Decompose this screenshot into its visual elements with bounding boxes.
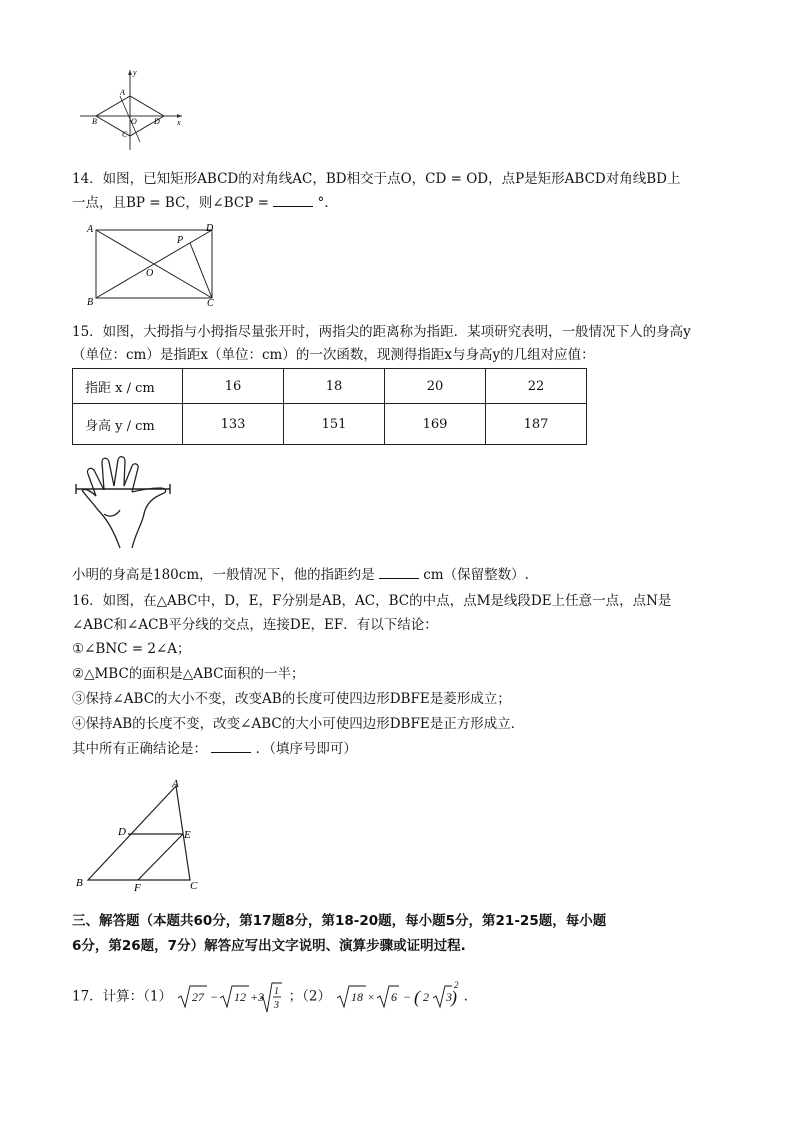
label-C: C [207, 298, 214, 306]
q14-line2-end: °. [317, 195, 329, 211]
label-O: O [146, 268, 154, 279]
q17-part2: ；（2） [288, 988, 331, 1005]
table-row [73, 369, 587, 404]
q17-prefix: 17．计算：（1） [72, 988, 173, 1005]
q15-line2: （单位：cm）是指距x（单位：cm）的一次函数，现测得指距x与身高y的几组对应值： [72, 347, 595, 363]
rectangle-figure [82, 220, 222, 306]
hand-span-figure [74, 452, 174, 550]
svg-text:6: 6 [391, 990, 398, 1004]
rhombus-axes-figure [76, 66, 188, 152]
label-F: F [134, 882, 141, 892]
svg-text:+3: +3 [250, 990, 265, 1004]
label-y: y [133, 68, 137, 77]
q16-conclusion-4: ④保持AB的长度不变，改变∠ABC的大小可使四边形DBFE是正方形成立． [72, 716, 525, 732]
q16-answer-blank[interactable] [211, 740, 251, 753]
table-cell: 169 [385, 404, 486, 445]
q14-answer-blank[interactable] [273, 194, 313, 207]
label-x: x [177, 118, 181, 127]
table-header-cell: 身高 y / cm [73, 404, 183, 445]
label-P: P [177, 235, 184, 246]
q15-line3-end: cm（保留整数）. [423, 567, 529, 583]
svg-text:×: × [367, 990, 376, 1004]
svg-text:−: − [403, 990, 412, 1004]
label-D: D [118, 826, 126, 838]
label-B: B [92, 117, 97, 126]
q15-line3-text: 小明的身高是180cm，一般情况下，他的指距约是 [72, 567, 375, 583]
label-E: E [184, 829, 191, 841]
svg-text:18: 18 [351, 990, 364, 1004]
q16-conclusion-2: ②△MBC的面积是△ABC面积的一半； [72, 666, 305, 682]
q16-line2: ∠ABC和∠ACB平分线的交点，连接DE，EF．有以下结论： [72, 617, 438, 633]
table-cell: 16 [183, 369, 284, 404]
label-B: B [76, 877, 83, 889]
table-cell: 20 [385, 369, 486, 404]
svg-text:2: 2 [454, 980, 459, 990]
svg-text:27: 27 [192, 990, 205, 1004]
svg-text:(: ( [414, 987, 421, 1007]
q15-line3 [72, 566, 529, 584]
q16-line1: 16．如图，在△ABC中，D，E，F分别是AB，AC，BC的中点，点M是线段DE上任意一点，点N是 [72, 593, 672, 609]
label-A: A [120, 88, 125, 97]
q16-answer-text: 其中所有正确结论是： [72, 741, 207, 757]
label-A: A [87, 224, 94, 235]
q17-expression-1 [176, 980, 284, 1014]
label-B: B [87, 297, 94, 306]
label-D: D [154, 117, 160, 126]
table-cell: 151 [284, 404, 385, 445]
q16-conclusion-1: ①∠BNC = 2∠A； [72, 641, 191, 657]
table-cell: 187 [486, 404, 587, 445]
q17-expression-2 [335, 980, 459, 1014]
q16-answer-end: ．（填序号即可） [255, 741, 357, 757]
table-header-cell: 指距 x / cm [73, 369, 183, 404]
q16-answer-line [72, 740, 357, 758]
svg-text:3: 3 [274, 1000, 280, 1011]
q15-line1: 15．如图，大拇指与小拇指尽量张开时，两指尖的距离称为指距．某项研究表明，一般情况下人的身高y [72, 324, 691, 340]
label-A: A [172, 778, 179, 790]
table-cell: 18 [284, 369, 385, 404]
section3-line2: 6分，第26题，7分）解答应写出文字说明、演算步骤或证明过程. [72, 938, 466, 954]
table-cell: 22 [486, 369, 587, 404]
triangle-figure [72, 776, 206, 892]
label-C: C [190, 880, 198, 892]
finger-span-table [72, 368, 587, 445]
label-C: C [122, 130, 128, 139]
svg-text:12: 12 [234, 990, 247, 1004]
q14-line2 [72, 194, 329, 212]
q17-end: . [463, 988, 468, 1005]
svg-text:): ) [451, 987, 458, 1007]
q17-line [72, 980, 468, 1012]
table-cell: 133 [183, 404, 284, 445]
q14-line1: 14．如图，已知矩形ABCD的对角线AC，BD相交于点O，CD = OD，点P是矩形ABCD对角线BD上 [72, 171, 681, 187]
section3-line1: 三、解答题（本题共60分，第17题8分，第18-20题，每小题5分，第21-25题，每小题 [72, 913, 607, 929]
svg-text:−: − [210, 990, 219, 1004]
q14-line2-text: 一点，且BP = BC，则∠BCP = [72, 195, 269, 211]
q15-answer-blank[interactable] [379, 566, 419, 579]
svg-text:1: 1 [274, 986, 280, 997]
q16-conclusion-3: ③保持∠ABC的大小不变，改变AB的长度可使四边形DBFE是菱形成立； [72, 691, 511, 707]
svg-text:2: 2 [423, 990, 430, 1004]
label-D: D [206, 223, 214, 234]
label-O: O [131, 117, 137, 126]
table-row [73, 404, 587, 445]
svg-text:3: 3 [446, 990, 453, 1004]
